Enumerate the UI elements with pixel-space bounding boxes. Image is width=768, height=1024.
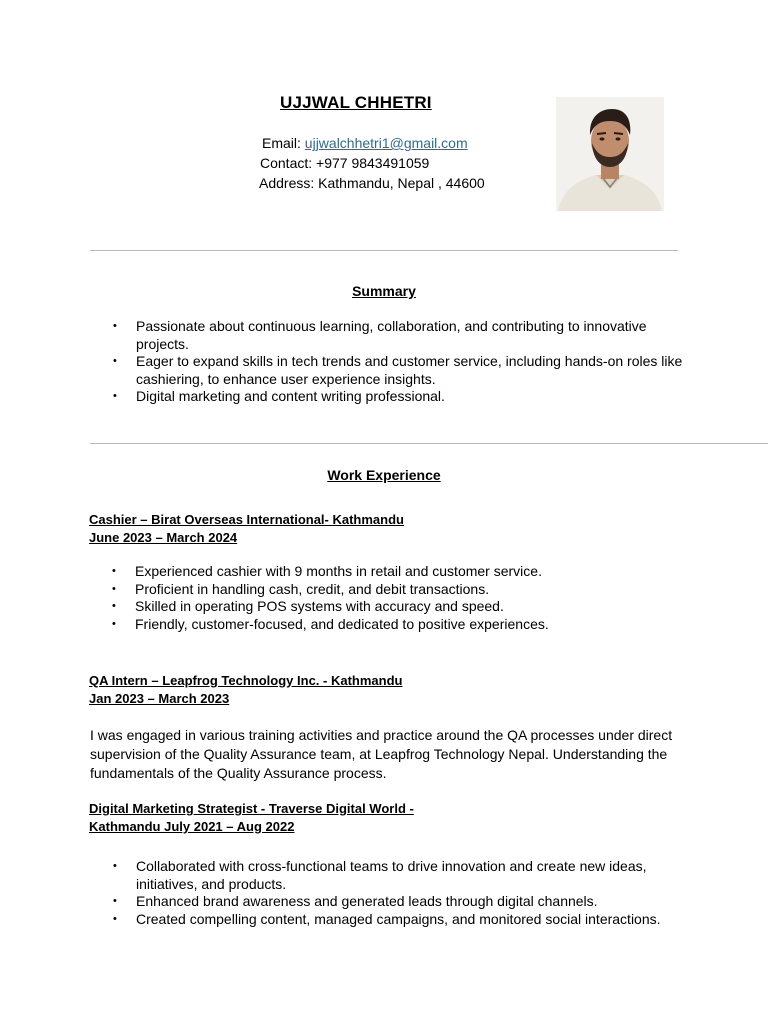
list-item: • Digital marketing and content writing professional. — [90, 388, 690, 406]
job-dates: June 2023 – March 2024 — [89, 530, 238, 545]
summary-list — [90, 318, 690, 406]
job-bullets — [90, 858, 700, 928]
list-item: • Experienced cashier with 9 months in retail and customer service. — [89, 563, 709, 581]
job-bullets — [89, 563, 709, 633]
job-title: QA Intern – Leapfrog Technology Inc. - Kathmandu — [89, 673, 403, 688]
list-item: • Collaborated with cross-functional teams to drive innovation and create new ideas, initiatives, and products. — [90, 858, 700, 893]
list-item: • Friendly, customer-focused, and dedicated to positive experiences. — [89, 616, 709, 634]
resume-name: UJJWAL CHHETRI — [280, 93, 432, 112]
list-item: • Skilled in operating POS systems with accuracy and speed. — [89, 598, 709, 616]
list-item: • Proficient in handling cash, credit, and debit transactions. — [89, 581, 709, 599]
work-experience-heading: Work Experience — [327, 467, 441, 483]
list-item: • Passionate about continuous learning, collaboration, and contributing to innovative projects. — [90, 318, 690, 353]
job-description: I was engaged in various training activities and practice around the QA processes under direct supervision of the Quality Assurance team, at Leapfrog Technology Nepal. Understanding the fundamentals of the Quality Assurance process. — [90, 727, 673, 781]
list-item: • Created compelling content, managed campaigns, and monitored social interactions. — [90, 911, 700, 929]
job-header — [89, 511, 404, 547]
divider — [90, 250, 678, 251]
job-title-line2 — [89, 818, 414, 836]
list-item: • Eager to expand skills in tech trends and customer service, including hands-on roles like cashiering, to enhance user experience insights. — [90, 353, 690, 388]
job-dates: July 2021 – Aug 2022 — [160, 819, 295, 834]
profile-photo — [556, 97, 664, 211]
job-title: Cashier – Birat Overseas International- Kathmandu — [89, 512, 404, 527]
profile-photo-illustration — [556, 97, 664, 211]
job-title-city: Kathmandu — [89, 819, 161, 834]
job-title: Digital Marketing Strategist - Traverse Digital World - — [89, 801, 414, 816]
job-header — [89, 672, 402, 708]
contact-line: Contact: +977 9843491059 — [260, 155, 430, 171]
list-item: • Enhanced brand awareness and generated leads through digital channels. — [90, 893, 700, 911]
divider — [90, 443, 768, 444]
job-header — [89, 800, 414, 836]
email-line — [262, 133, 468, 153]
summary-heading: Summary — [352, 283, 416, 299]
email-label: Email: — [262, 135, 305, 151]
job-dates: Jan 2023 – March 2023 — [89, 691, 230, 706]
address-line: Address: Kathmandu, Nepal , 44600 — [259, 175, 485, 191]
email-link[interactable]: ujjwalchhetri1@gmail.com — [304, 135, 468, 151]
